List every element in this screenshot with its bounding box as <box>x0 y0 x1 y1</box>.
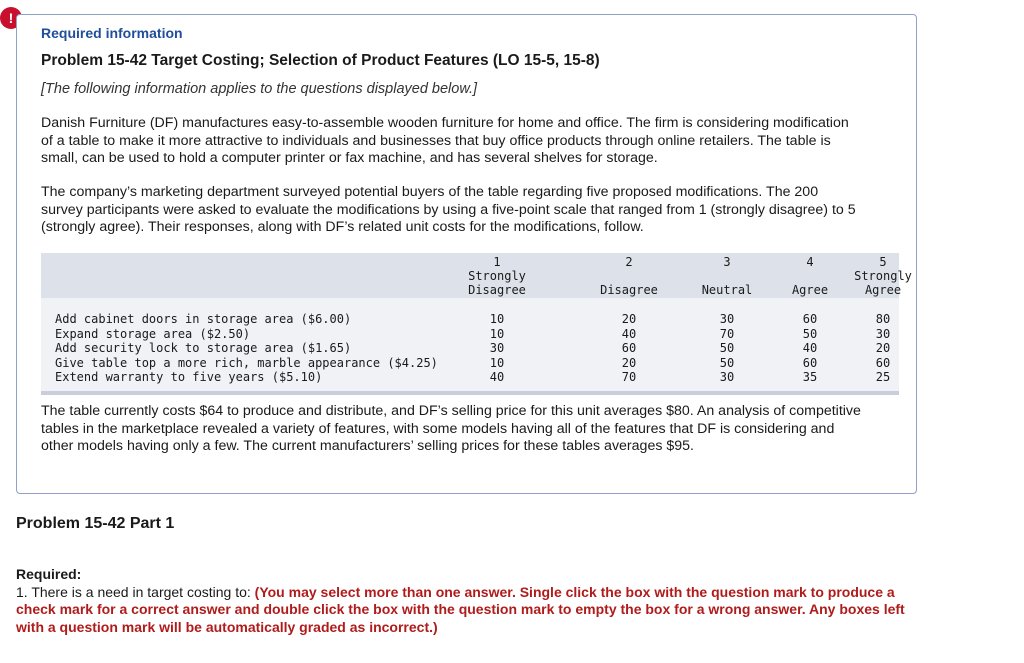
table-cell: 80 <box>875 312 891 326</box>
table-cell: 30 <box>719 312 735 326</box>
column-header-5: 5 Strongly Agree <box>854 255 912 297</box>
applies-note: [The following information applies to the questions displayed below.] <box>41 81 478 97</box>
paragraph-survey: The company’s marketing department surveyed potential buyers of the table regarding five proposed modifications. The 200 survey participants were asked to evaluate the modifications by using a five-point scale that ranged from 1 (strongly disagree) to 5 (strongly agree). Their responses, along with DF’s related unit costs for the modifications, follow. <box>41 184 856 235</box>
table-cell: 30 <box>719 370 735 384</box>
table-cell: 60 <box>802 312 818 326</box>
table-cell: 30 <box>489 341 505 355</box>
required-information-heading: Required information <box>41 25 183 41</box>
table-cell: 35 <box>802 370 818 384</box>
table-cell: 50 <box>719 341 735 355</box>
table-cell: 60 <box>802 355 818 370</box>
paragraph-intro: Danish Furniture (DF) manufactures easy-to-assemble wooden furniture for home and office. The firm is considering modification of a table to make it more attractive to individuals and businesses that buy office products through online retailers. The table is small, can be used to hold a computer printer or fax machine, and has several shelves for storage. <box>41 115 849 166</box>
survey-results-table <box>41 253 912 395</box>
table-row-label: Expand storage area ($2.50) <box>55 326 251 341</box>
table-row-label: Add security lock to storage area ($1.65) <box>55 341 352 355</box>
table-cell: 25 <box>875 370 891 384</box>
table-cell: 50 <box>802 326 818 341</box>
instruction-text: (You may select more than one answer. Single click the box with the question mark to produce a check mark for a correct answer and double click the box with the question mark to empty the box for a wrong answer. Any boxes left with a question mark will be automatically graded as incorrect.) <box>16 583 905 635</box>
table-row-label: Add cabinet doors in storage area ($6.00) <box>55 312 352 326</box>
table-cell: 20 <box>621 312 637 326</box>
column-header-1: 1 Strongly Disagree <box>468 255 526 297</box>
table-cell: 10 <box>489 312 505 326</box>
alert-icon: ! <box>0 7 22 29</box>
table-cell: 10 <box>489 326 505 341</box>
column-header-3: 3 Neutral <box>701 255 753 297</box>
question-text: 1. There is a need in target costing to: <box>16 583 251 600</box>
table-cell: 40 <box>802 341 818 355</box>
table-cell: 10 <box>489 355 505 370</box>
required-label: Required: <box>16 566 82 582</box>
table-cell: 40 <box>489 370 505 384</box>
required-section <box>16 566 916 636</box>
table-row-label: Extend warranty to five years ($5.10) <box>55 370 323 384</box>
problem-title: Problem 15-42 Target Costing; Selection of Product Features (LO 15-5, 15-8) <box>41 52 600 69</box>
table-cell: 40 <box>621 326 637 341</box>
column-header-4: 4 Agree <box>791 255 829 297</box>
paragraph-costs: The table currently costs $64 to produce and distribute, and DF’s selling price for this unit averages $80. An analysis of competitive tables in the marketplace revealed a variety of features, with some models having all of the features that DF is considering and other models having only a few. The current manufacturers’ selling prices for these tables averages $95. <box>41 403 861 454</box>
table-row-label: Give table top a more rich, marble appearance ($4.25) <box>55 355 438 370</box>
table-cell: 60 <box>875 355 891 370</box>
part-title: Problem 15-42 Part 1 <box>16 515 175 532</box>
table-cell: 60 <box>621 341 637 355</box>
table-cell: 70 <box>621 370 637 384</box>
table-cell: 20 <box>875 341 891 355</box>
table-cell: 50 <box>719 355 735 370</box>
table-cell: 30 <box>875 326 891 341</box>
table-cell: 70 <box>719 326 735 341</box>
column-header-2: 2 Disagree <box>600 255 658 297</box>
table-cell: 20 <box>621 355 637 370</box>
